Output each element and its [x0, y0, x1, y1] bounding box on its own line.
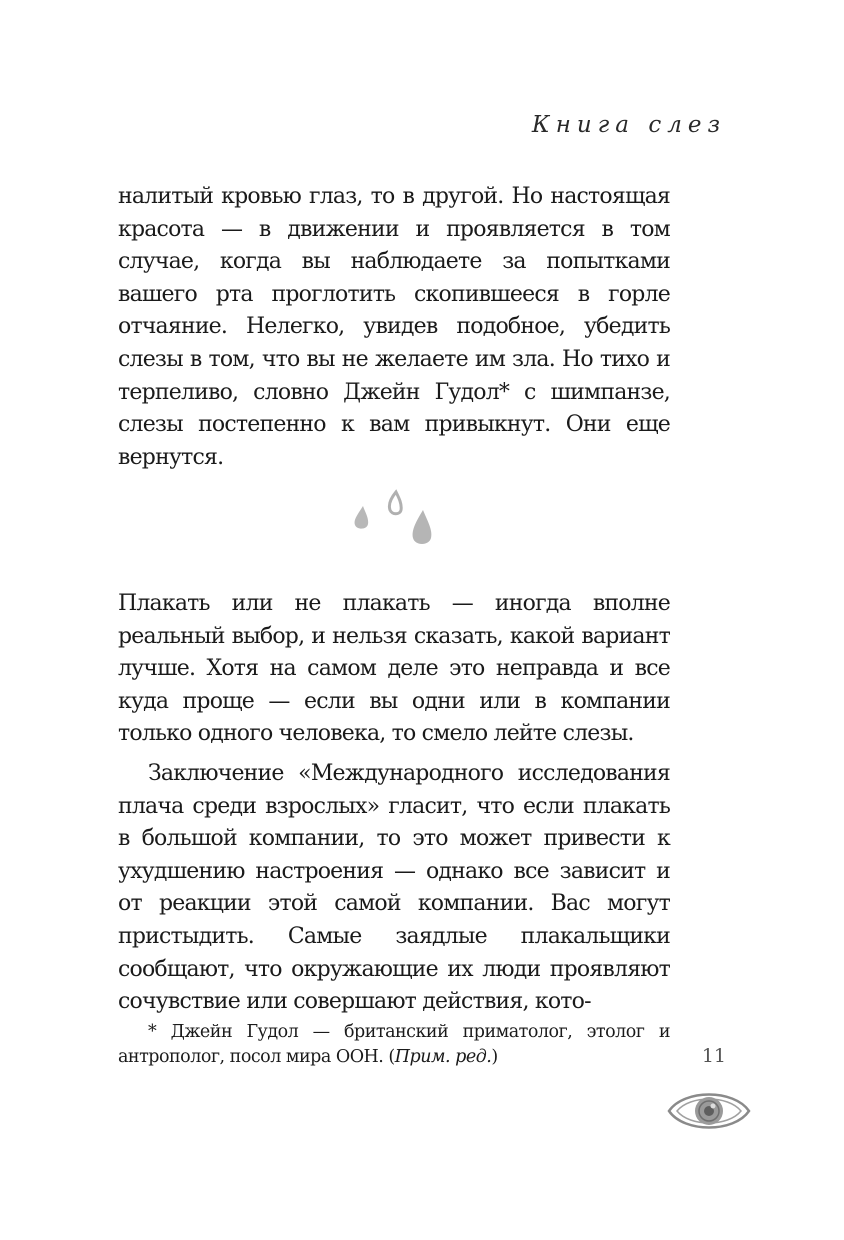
page-number: 11: [701, 1045, 726, 1067]
footnote-text: * Джейн Гудол — британский приматолог, этолог и антрополог, посол мира ООН. (: [118, 1022, 670, 1067]
footnote-close: ): [491, 1047, 498, 1067]
tear-drop-right: [413, 510, 432, 544]
tear-drop-left: [355, 506, 369, 529]
body-paragraph: налитый кровью глаз, то в другой. Но настоящая красота — в движении и проявляется в том случае, когда вы наблюдаете за попытками вашего рта проглотить скопившееся в горле отчаяние. Нелегко, увидев подобное, убедить слезы в том, что вы не желаете им зла. Но тихо и терпеливо, словно Джейн Гудол* с шимпанзе, слезы постепенно к вам привыкнут. Они еще вернутся.: [118, 184, 670, 470]
footnote-editor-note: Прим. ред.: [394, 1047, 492, 1067]
running-head: Книга слез: [531, 112, 726, 138]
body-paragraph: Заключение «Международного исследования плача среди взрослых» гласит, что если плакать в большой компании, то это может привести к ухудшению настроения — однако все зависит и от реакции этой самой компании. Вас могут пристыдить. Самые заядлые плакальщики сообщают, что окружающие их люди проявляют сочувствие или совершают действия, кото-: [118, 761, 670, 1015]
eye-highlight: [711, 1104, 716, 1109]
tear-drops-icon: [345, 486, 445, 556]
body-paragraph: Плакать или не плакать — иногда вполне реальный выбор, и нельзя сказать, какой вариант лучше. Хотя на самом деле это неправда и все куда проще — если вы одни или в компании только одного человека, то смело лейте слезы.: [118, 591, 670, 747]
tear-drop-center: [389, 492, 401, 514]
eye-icon: [666, 1083, 752, 1139]
footnote: [118, 1020, 670, 1070]
